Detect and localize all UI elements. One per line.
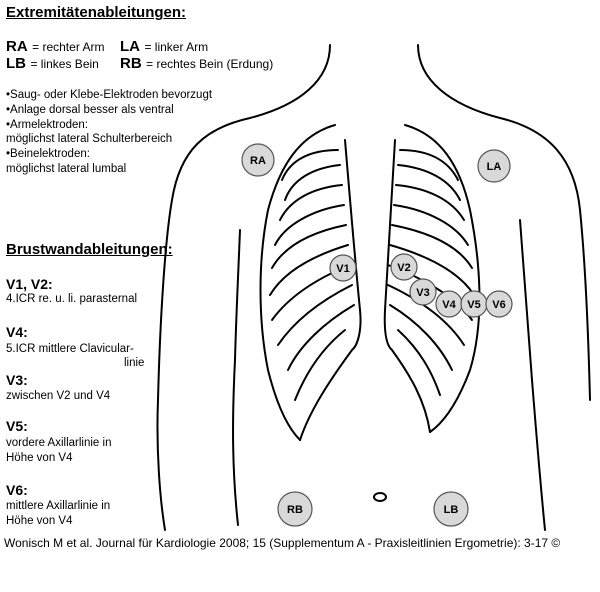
limb-note-5: •Beinelektroden:: [6, 148, 90, 160]
lead-v5-desc-1: vordere Axillarlinie in: [6, 437, 112, 449]
limb-note-1: •Saug- oder Klebe-Elektroden bevorzugt: [6, 89, 213, 101]
lb-abbr: LB: [6, 55, 26, 72]
lead-v6-desc-1: mittlere Axillarlinie in: [6, 500, 111, 512]
electrode-la-label: LA: [486, 161, 502, 173]
lead-v3-label: V3:: [6, 372, 28, 388]
ra-abbr: RA: [6, 38, 28, 55]
lead-v3-desc: zwischen V2 und V4: [6, 390, 111, 402]
limb-note-6: möglichst lateral lumbal: [6, 163, 127, 175]
electrode-v4: [436, 291, 462, 317]
limb-note-4: möglichst lateral Schulterbereich: [6, 133, 173, 145]
electrode-v6: [486, 291, 512, 317]
chest-leads-title: Brustwandableitungen:: [6, 241, 173, 258]
lead-v1v2-desc: 4.ICR re. u. li. parasternal: [6, 293, 138, 305]
electrode-la: [478, 150, 510, 182]
citation: Wonisch M et al. Journal für Kardiologie 2008; 15 (Supplementum A - Praxisleitlinien Ergometrie): 3-17 ©: [4, 536, 561, 550]
electrode-ra: [242, 144, 274, 176]
navel: [374, 493, 386, 501]
electrode-v4-label: V4: [442, 299, 456, 311]
la-legend: [120, 38, 208, 56]
electrode-lb-label: LB: [443, 504, 459, 516]
rb-legend: [120, 55, 273, 73]
electrode-lb: [434, 492, 468, 526]
electrode-v5: [461, 291, 487, 317]
electrode-rb: [278, 492, 312, 526]
electrode-v2: [391, 254, 417, 280]
lead-v6-label: V6:: [6, 482, 28, 498]
electrode-v2-label: V2: [397, 262, 411, 274]
lead-v4-desc-1: 5.ICR mittlere Clavicular-: [6, 343, 134, 355]
rb-text: = rechtes Bein (Erdung): [146, 57, 274, 71]
lb-text: = linkes Bein: [30, 57, 99, 71]
ra-legend: [6, 38, 104, 56]
electrode-v3: [410, 279, 436, 305]
la-text: = linker Arm: [144, 40, 209, 54]
limb-note-3: •Armelektroden:: [6, 119, 89, 131]
lead-v6-desc-2: Höhe von V4: [6, 515, 73, 527]
lead-v5-desc-2: Höhe von V4: [6, 452, 73, 464]
lead-v4-label: V4:: [6, 324, 28, 340]
la-abbr: LA: [120, 38, 140, 55]
electrode-v5-label: V5: [467, 299, 481, 311]
limb-leads-title: Extremitätenableitungen:: [6, 4, 187, 21]
ra-text: = rechter Arm: [32, 40, 105, 54]
rb-abbr: RB: [120, 55, 142, 72]
electrode-v1: [330, 255, 356, 281]
lead-v1v2-label: V1, V2:: [6, 276, 53, 292]
lb-legend: [6, 55, 99, 73]
electrode-v3-label: V3: [416, 287, 430, 299]
lead-v5-label: V5:: [6, 418, 28, 434]
left-body-outline: [157, 45, 330, 530]
electrode-rb-label: RB: [287, 504, 303, 516]
electrode-v1-label: V1: [336, 263, 350, 275]
electrode-ra-label: RA: [250, 155, 266, 167]
electrode-v6-label: V6: [492, 299, 506, 311]
lead-v4-desc-2: linie: [124, 357, 145, 369]
limb-note-2: •Anlage dorsal besser als ventral: [6, 104, 174, 116]
